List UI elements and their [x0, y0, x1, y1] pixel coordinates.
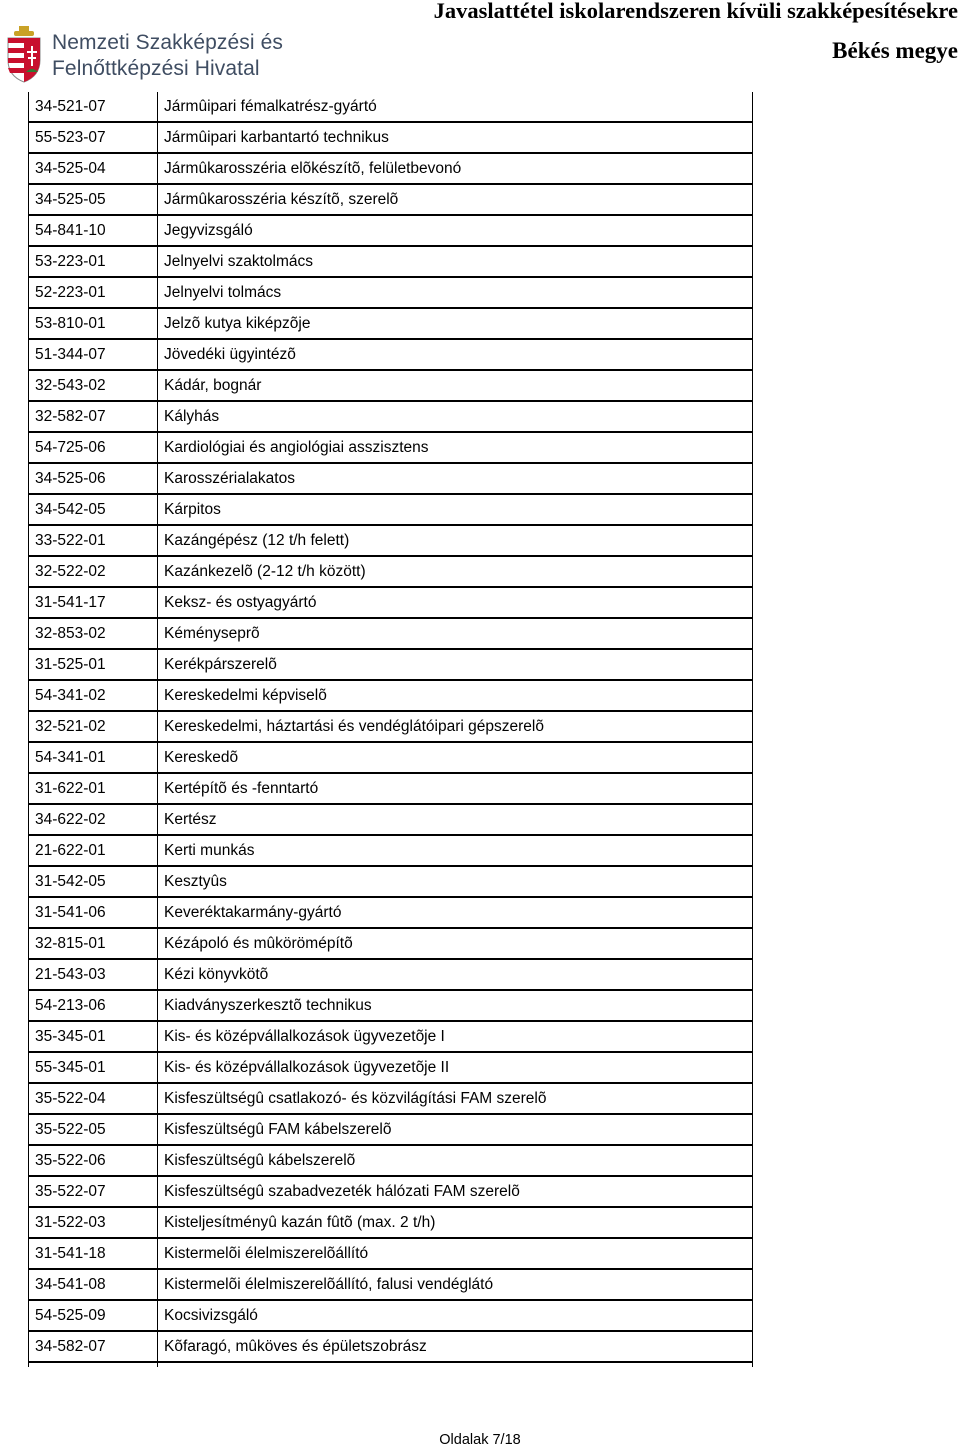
table-row	[29, 1269, 753, 1300]
table-row	[29, 1300, 753, 1331]
table-row	[29, 215, 753, 246]
qualification-code-cell: 31-541-06	[29, 897, 158, 928]
qualification-code-cell: 31-522-03	[29, 1207, 158, 1238]
organization-name-line2: Felnőttképzési Hivatal	[52, 57, 260, 80]
qualification-code-cell: 35-522-06	[29, 1145, 158, 1176]
qualification-code-cell: 52-223-01	[29, 277, 158, 308]
qualification-code-cell: 54-341-01	[29, 742, 158, 773]
hungarian-coat-of-arms-icon	[4, 24, 44, 84]
qualification-name-cell: Kis- és középvállalkozások ügyvezetõje II	[158, 1052, 753, 1083]
table-row	[29, 277, 753, 308]
qualification-name-cell: Kertépítõ és -fenntartó	[158, 773, 753, 804]
qualification-code-cell: 31-541-17	[29, 587, 158, 618]
table-row	[29, 587, 753, 618]
qualification-code-cell: 54-725-06	[29, 432, 158, 463]
qualification-code-cell: 32-582-07	[29, 401, 158, 432]
qualification-name-cell: Kereskedelmi képviselõ	[158, 680, 753, 711]
table-row	[29, 246, 753, 277]
qualification-name-cell: Karosszérialakatos	[158, 463, 753, 494]
table-row	[29, 1176, 753, 1207]
qualification-code-cell: 32-853-02	[29, 618, 158, 649]
qualification-name-cell: Kádár, bognár	[158, 370, 753, 401]
qualification-name-cell: Kárpitos	[158, 494, 753, 525]
qualification-code-cell: 34-541-08	[29, 1269, 158, 1300]
qualification-name-cell: Jármûkarosszéria készítõ, szerelõ	[158, 184, 753, 215]
qualifications-table-container	[28, 92, 753, 1367]
qualification-name-cell: Kályhás	[158, 401, 753, 432]
table-row	[29, 525, 753, 556]
qualification-code-cell: 21-622-01	[29, 835, 158, 866]
table-row	[29, 680, 753, 711]
qualification-name-cell: Kistermelõi élelmiszerelõállító	[158, 1238, 753, 1269]
qualification-code-cell: 31-622-01	[29, 773, 158, 804]
qualification-code-cell: 51-344-07	[29, 339, 158, 370]
qualification-name-cell: Jelnyelvi szaktolmács	[158, 246, 753, 277]
qualification-name-cell: Kéményseprõ	[158, 618, 753, 649]
qualification-code-cell: 34-525-06	[29, 463, 158, 494]
table-row	[29, 1207, 753, 1238]
qualification-name-cell: Kocsivizsgáló	[158, 1300, 753, 1331]
qualification-code-cell: 32-522-02	[29, 556, 158, 587]
table-row	[29, 308, 753, 339]
qualification-code-cell: 53-223-01	[29, 246, 158, 277]
table-row	[29, 556, 753, 587]
table-row	[29, 494, 753, 525]
qualification-code-cell: 34-525-04	[29, 153, 158, 184]
qualification-code-cell: 34-525-05	[29, 184, 158, 215]
qualification-name-cell: Jelnyelvi tolmács	[158, 277, 753, 308]
table-row	[29, 463, 753, 494]
table-row	[29, 897, 753, 928]
qualification-name-cell: Kardiológiai és angiológiai asszisztens	[158, 432, 753, 463]
page-header	[0, 0, 960, 92]
qualification-code-cell: 35-522-07	[29, 1176, 158, 1207]
qualification-code-cell: 34-622-02	[29, 804, 158, 835]
table-row	[29, 959, 753, 990]
qualification-code-cell: 33-522-01	[29, 525, 158, 556]
qualification-name-cell: Kesztyûs	[158, 866, 753, 897]
table-row	[29, 649, 753, 680]
qualification-name-cell: Kisfeszültségû kábelszerelõ	[158, 1145, 753, 1176]
organization-name-line1: Nemzeti Szakképzési és	[52, 31, 283, 54]
organization-name	[52, 30, 283, 82]
qualification-name-cell: Kézi könyvkötõ	[158, 959, 753, 990]
table-row	[29, 339, 753, 370]
qualification-code-cell: 35-345-01	[29, 1021, 158, 1052]
qualification-code-cell: 34-542-05	[29, 494, 158, 525]
qualification-code-cell: 32-521-02	[29, 711, 158, 742]
qualification-code-cell: 54-525-09	[29, 1300, 158, 1331]
qualification-code-cell: 54-841-10	[29, 215, 158, 246]
qualification-name-cell: Kisfeszültségû csatlakozó- és közvilágítási FAM szerelõ	[158, 1083, 753, 1114]
table-row	[29, 773, 753, 804]
table-row	[29, 1083, 753, 1114]
table-row	[29, 742, 753, 773]
qualification-code-cell: 21-543-03	[29, 959, 158, 990]
qualification-name-cell: Kerékpárszerelõ	[158, 649, 753, 680]
qualification-name-cell: Kiadványszerkesztõ technikus	[158, 990, 753, 1021]
table-row	[29, 184, 753, 215]
qualification-name-cell: Kereskedõ	[158, 742, 753, 773]
table-row	[29, 153, 753, 184]
qualification-name-cell: Kõfaragó, mûköves és épületszobrász	[158, 1331, 753, 1362]
qualification-code-cell: 31-541-18	[29, 1238, 158, 1269]
table-row	[29, 1114, 753, 1145]
qualification-name-cell: Jegyvizsgáló	[158, 215, 753, 246]
qualification-name-cell: Keveréktakarmány-gyártó	[158, 897, 753, 928]
qualification-code-cell: 32-815-01	[29, 928, 158, 959]
table-row	[29, 1021, 753, 1052]
table-row	[29, 711, 753, 742]
table-row	[29, 432, 753, 463]
qualification-code-cell: 35-522-04	[29, 1083, 158, 1114]
qualification-code-cell: 55-523-07	[29, 122, 158, 153]
table-row	[29, 618, 753, 649]
table-row	[29, 92, 753, 122]
qualification-name-cell: Kereskedelmi, háztartási és vendéglátóipari gépszerelõ	[158, 711, 753, 742]
qualification-name-cell: Kisfeszültségû FAM kábelszerelõ	[158, 1114, 753, 1145]
qualification-code-cell: 55-345-01	[29, 1052, 158, 1083]
qualification-code-cell: 31-542-05	[29, 866, 158, 897]
qualification-name-cell: Kis- és középvállalkozások ügyvezetõje I	[158, 1021, 753, 1052]
qualification-code-cell: 54-213-06	[29, 990, 158, 1021]
table-row	[29, 804, 753, 835]
nszfh-logo	[4, 22, 304, 84]
table-row	[29, 928, 753, 959]
table-row	[29, 990, 753, 1021]
table-row	[29, 1052, 753, 1083]
qualification-name-cell: Kisfeszültségû szabadvezeték hálózati FAM szerelõ	[158, 1176, 753, 1207]
qualification-name-cell: Jármûkarosszéria elõkészítõ, felületbevonó	[158, 153, 753, 184]
table-row-continuation	[29, 1362, 753, 1367]
table-row	[29, 835, 753, 866]
qualification-name-cell: Kisteljesítményû kazán fûtõ (max. 2 t/h)	[158, 1207, 753, 1238]
qualification-code-cell: 53-810-01	[29, 308, 158, 339]
table-row	[29, 122, 753, 153]
empty-cell	[158, 1362, 753, 1367]
qualification-code-cell: 31-525-01	[29, 649, 158, 680]
qualification-name-cell: Jármûipari fémalkatrész-gyártó	[158, 92, 753, 122]
table-row	[29, 370, 753, 401]
empty-cell	[29, 1362, 158, 1367]
page-number: Oldalak 7/18	[439, 1432, 521, 1448]
qualifications-table	[28, 92, 753, 1367]
table-row	[29, 866, 753, 897]
table-row	[29, 1238, 753, 1269]
qualification-name-cell: Kertész	[158, 804, 753, 835]
qualification-name-cell: Jármûipari karbantartó technikus	[158, 122, 753, 153]
qualification-name-cell: Kistermelõi élelmiszerelõállító, falusi vendéglátó	[158, 1269, 753, 1300]
qualifications-table-body	[29, 92, 753, 1367]
qualification-name-cell: Kerti munkás	[158, 835, 753, 866]
qualification-name-cell: Kazánkezelõ (2-12 t/h között)	[158, 556, 753, 587]
qualification-code-cell: 34-521-07	[29, 92, 158, 122]
qualification-code-cell: 54-341-02	[29, 680, 158, 711]
table-row	[29, 401, 753, 432]
document-title: Javaslattétel iskolarendszeren kívüli szakképesítésekre	[433, 0, 958, 23]
table-row	[29, 1145, 753, 1176]
qualification-name-cell: Kézápoló és mûkörömépítõ	[158, 928, 753, 959]
qualification-code-cell: 35-522-05	[29, 1114, 158, 1145]
qualification-code-cell: 34-582-07	[29, 1331, 158, 1362]
qualification-name-cell: Jelzõ kutya kiképzõje	[158, 308, 753, 339]
document-subtitle: Békés megye	[832, 38, 958, 63]
qualification-name-cell: Jövedéki ügyintézõ	[158, 339, 753, 370]
qualification-name-cell: Keksz- és ostyagyártó	[158, 587, 753, 618]
qualification-name-cell: Kazángépész (12 t/h felett)	[158, 525, 753, 556]
page-footer	[0, 1432, 960, 1448]
table-row	[29, 1331, 753, 1362]
qualification-code-cell: 32-543-02	[29, 370, 158, 401]
